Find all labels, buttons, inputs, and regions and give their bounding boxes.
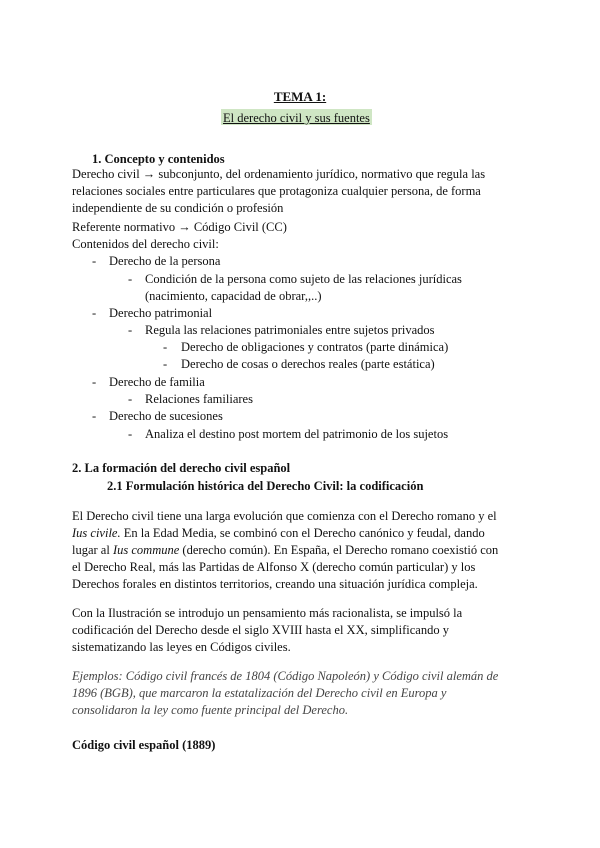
definition-line: independiente de su condición o profesión — [72, 201, 284, 215]
definition-line: Derecho civil → subconjunto, del ordenamiento jurídico, normativo que regula las — [72, 167, 486, 181]
example-line: Ejemplos: Código civil francés de 1804 (Código Napoleón) y Código civil alemán de — [72, 669, 499, 683]
list-item: Derecho de familia — [109, 375, 205, 389]
referente-line: Referente normativo → Código Civil (CC) — [72, 220, 287, 234]
list-item: Condición de la persona como sujeto de las relaciones jurídicas — [145, 272, 462, 286]
list-dash: - — [128, 323, 133, 337]
paragraph-line: El Derecho civil tiene una larga evolución que comienza con el Derecho romano y el — [72, 509, 497, 523]
list-dash: - — [92, 306, 97, 320]
paragraph-line: codificación del Derecho desde el siglo XVIII hasta el XX, simplificando y — [72, 623, 449, 637]
list-dash: - — [92, 409, 97, 423]
list-dash: - — [128, 272, 133, 286]
paragraph-text: (derecho común). En España, el Derecho romano coexistió con — [179, 543, 499, 557]
ius-commune-text: Ius commune — [112, 543, 180, 557]
list-dash: - — [128, 427, 133, 441]
paragraph-line: sistematizando las leyes en Códigos civiles. — [72, 640, 291, 654]
section-subheading: 2.1 Formulación histórica del Derecho Civil: la codificación — [107, 479, 424, 493]
contenidos-label: Contenidos del derecho civil: — [72, 237, 219, 251]
example-line: 1896 (BGB), que marcaron la estatalización del Derecho civil en Europa y — [72, 686, 447, 700]
list-dash: - — [92, 375, 97, 389]
example-line: consolidaron la ley como fuente principal del Derecho. — [72, 703, 349, 717]
list-item: (nacimiento, capacidad de obrar,,..) — [145, 289, 322, 303]
list-item: Derecho de sucesiones — [109, 409, 223, 423]
list-item: Derecho de cosas o derechos reales (parte estática) — [181, 357, 435, 371]
list-item: Relaciones familiares — [145, 392, 253, 406]
paragraph-line — [72, 525, 485, 541]
list-dash: - — [128, 392, 133, 406]
paragraph-line: Con la Ilustración se introdujo un pensamiento más racionalista, se impulsó la — [72, 606, 463, 620]
list-item: Derecho de la persona — [109, 254, 221, 268]
list-item: Analiza el destino post mortem del patrimonio de los sujetos — [145, 427, 449, 441]
list-dash: - — [92, 254, 97, 268]
codigo-heading: Código civil español (1889) — [72, 738, 216, 752]
ius-civile-text: Ius civile. — [72, 526, 121, 540]
page-title: TEMA 1: — [273, 89, 327, 104]
paragraph-line: el Derecho Real, más las Partidas de Alfonso X (derecho común particular) y los — [72, 560, 476, 574]
list-dash: - — [163, 357, 168, 371]
list-item: Regula las relaciones patrimoniales entre sujetos privados — [145, 323, 435, 337]
section-heading-1: 1. Concepto y contenidos — [92, 152, 225, 166]
paragraph-line — [72, 542, 498, 558]
page-subtitle: El derecho civil y sus fuentes — [223, 111, 370, 125]
section-heading-2: 2. La formación del derecho civil español — [72, 461, 291, 475]
definition-line: relaciones sociales entre particulares que protagoniza cualquier persona, de forma — [72, 184, 481, 198]
paragraph-text: lugar al — [72, 543, 113, 557]
paragraph-text: En la Edad Media, se combinó con el Derecho canónico y feudal, dando — [120, 526, 485, 540]
list-dash: - — [163, 340, 168, 354]
list-item: Derecho de obligaciones y contratos (parte dinámica) — [181, 340, 449, 354]
paragraph-line: Derechos forales en distintos territorios, creando una situación jurídica compleja. — [72, 577, 478, 591]
subtitle-highlight — [221, 109, 372, 125]
list-item: Derecho patrimonial — [109, 306, 213, 320]
